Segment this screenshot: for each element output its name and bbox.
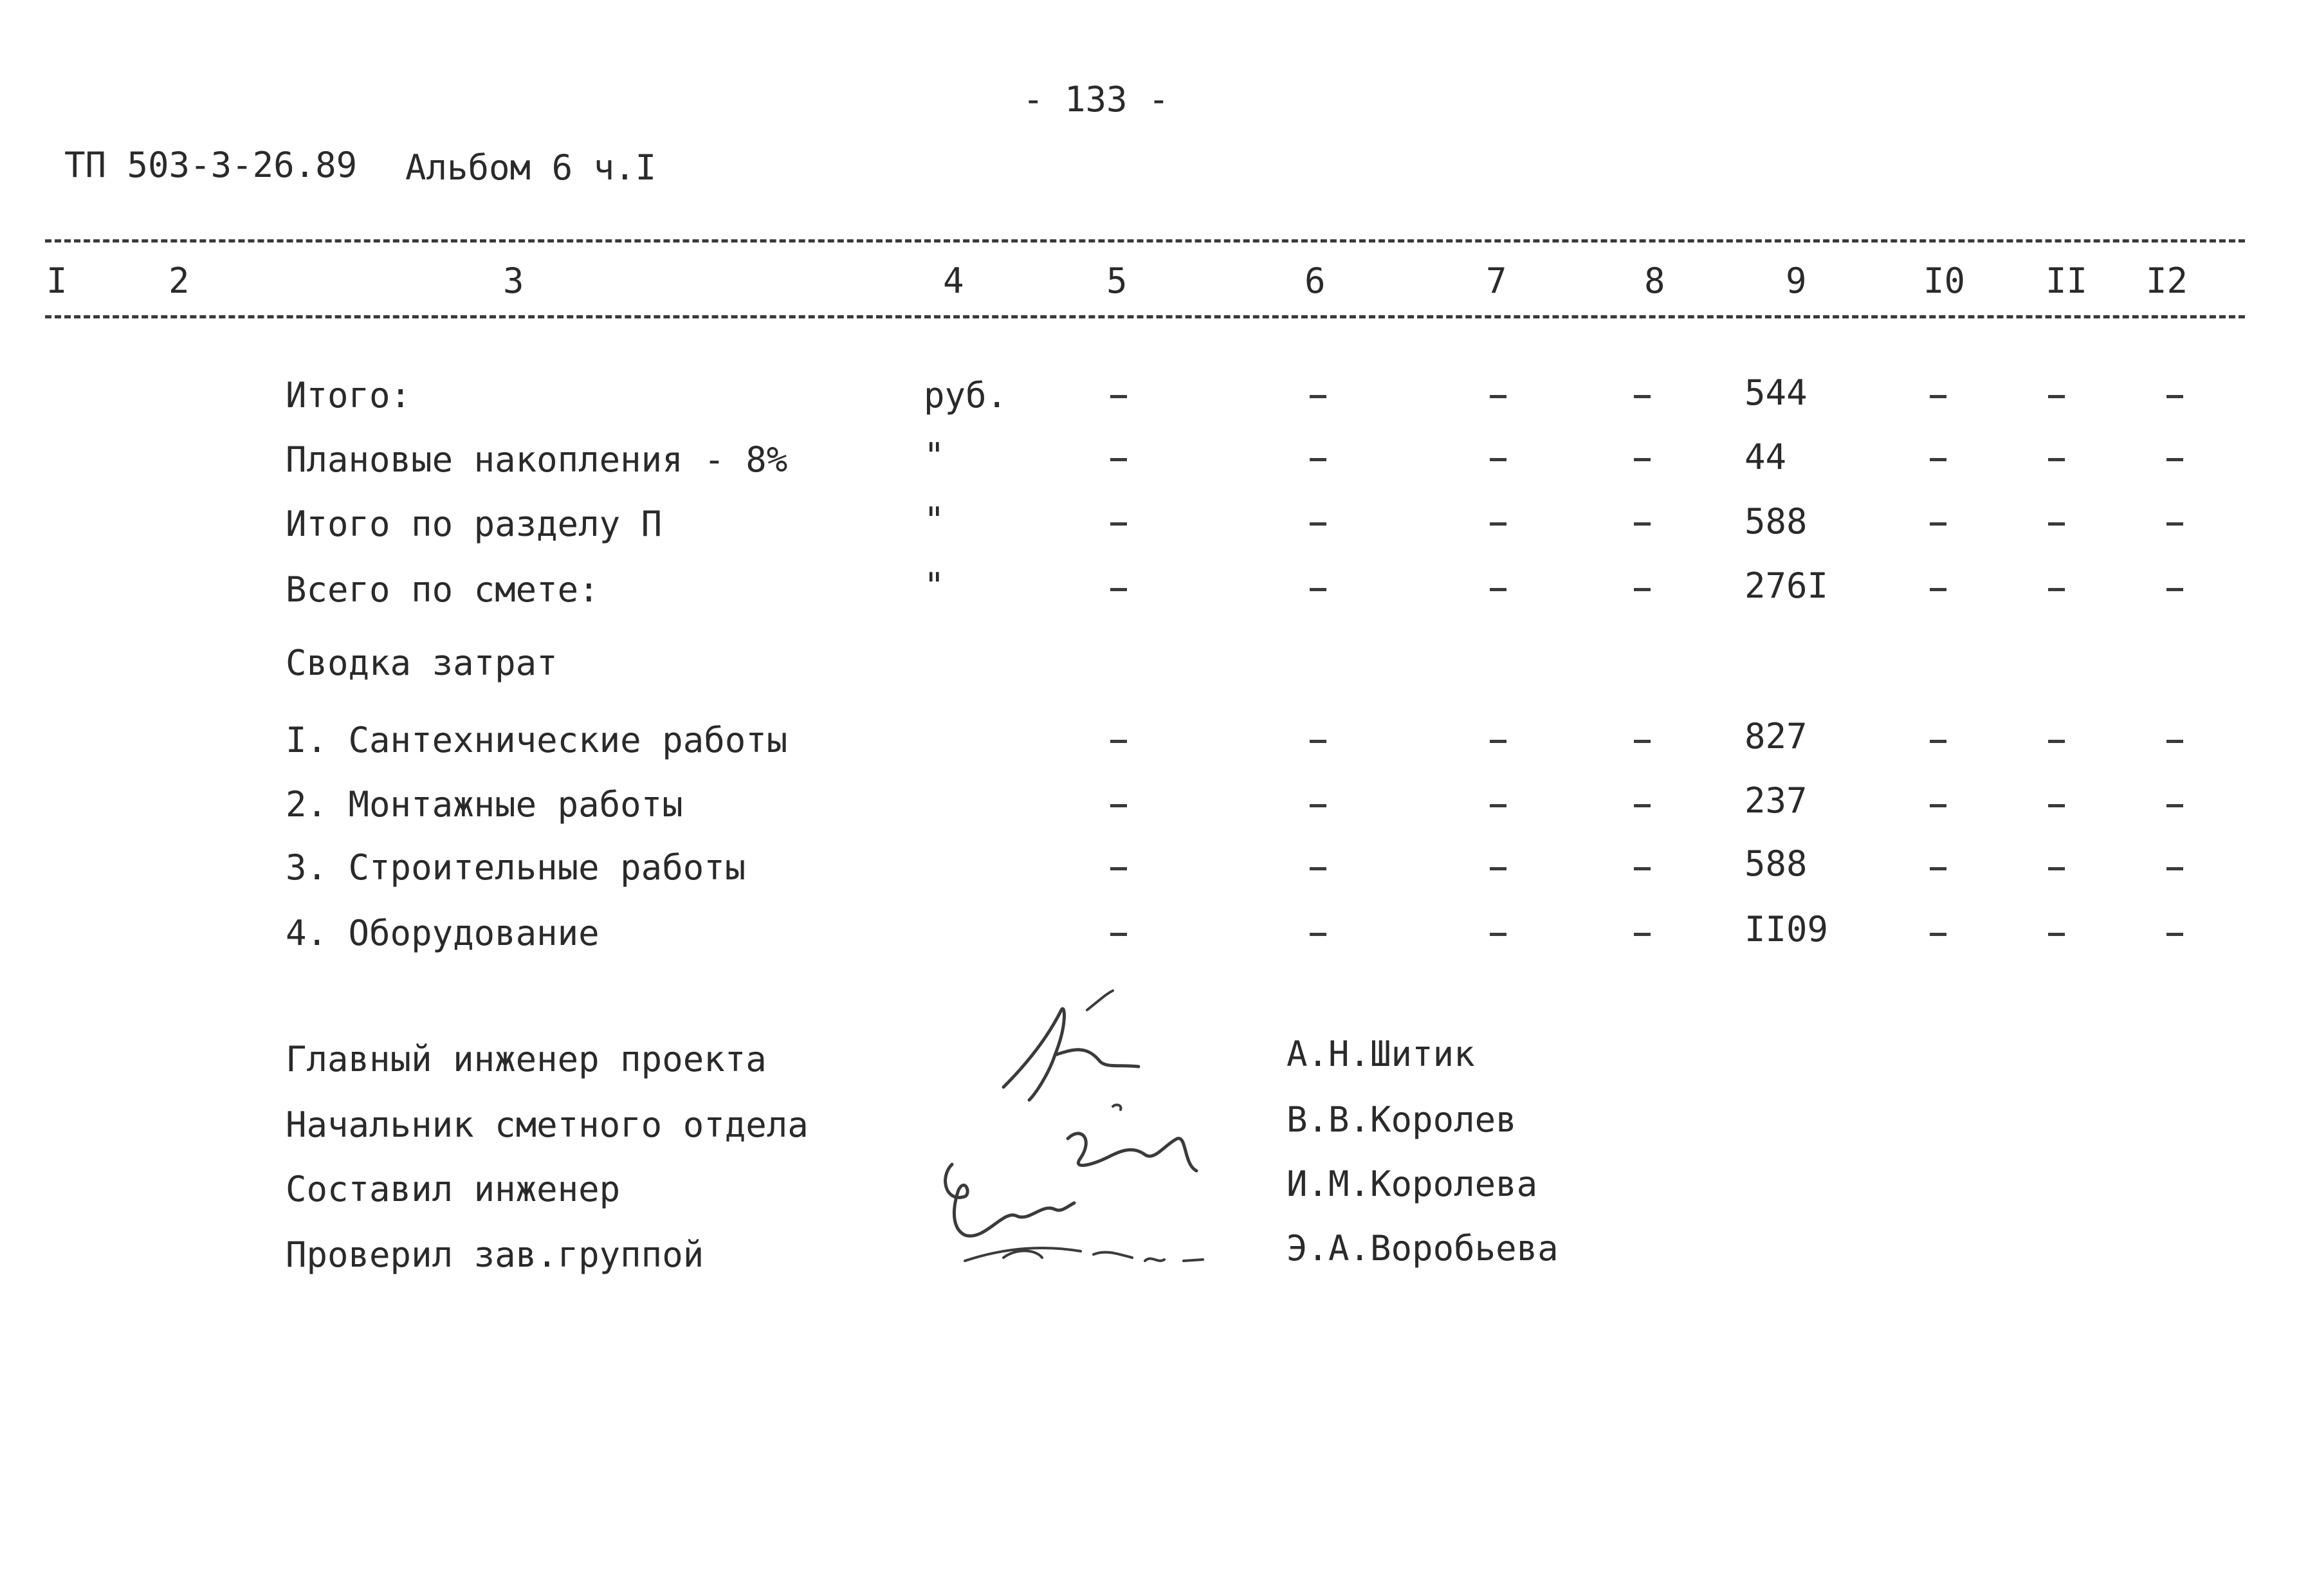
column-header-7: 7: [1486, 261, 1507, 301]
row-unit: ": [924, 436, 945, 476]
column-header-4: 4: [943, 261, 964, 301]
dash-cell-c10: [1930, 588, 1946, 591]
dash-cell-c12: [2166, 522, 2183, 526]
dash-cell-c5: [1110, 395, 1127, 398]
dash-cell-c11: [2048, 933, 2065, 936]
signature-role: Проверил зав.группой: [286, 1234, 704, 1275]
table-header-rule: [45, 315, 2245, 318]
signature-person: Э.А.Воробьева: [1287, 1228, 1559, 1269]
column-header-3: 3: [503, 261, 524, 301]
column-header-10: I0: [1923, 261, 1966, 301]
dash-cell-c10: [1930, 740, 1946, 743]
dash-cell-c5: [1110, 740, 1127, 743]
row-value-9: 588: [1745, 501, 1808, 542]
dash-cell-c5: [1110, 588, 1127, 591]
dash-cell-c8: [1634, 804, 1651, 807]
dash-cell-c5: [1110, 867, 1127, 870]
signature-person: В.В.Королев: [1287, 1099, 1517, 1140]
dash-cell-c7: [1490, 804, 1507, 807]
dash-cell-c12: [2166, 458, 2183, 461]
dash-cell-c5: [1110, 522, 1127, 526]
dash-cell-c6: [1310, 458, 1326, 461]
summary-value-9: 237: [1745, 780, 1808, 821]
signature-role: Составил инженер: [286, 1169, 621, 1209]
column-header-8: 8: [1644, 261, 1665, 301]
dash-cell-c12: [2166, 867, 2183, 870]
column-header-5: 5: [1106, 261, 1128, 301]
dash-cell-c11: [2048, 522, 2065, 526]
summary-title: Сводка затрат: [286, 643, 558, 683]
page-number: - 133 -: [1023, 79, 1169, 120]
summary-name: I. Сантехнические работы: [286, 720, 788, 760]
dash-cell-c10: [1930, 867, 1946, 870]
dash-cell-c8: [1634, 522, 1651, 526]
dash-cell-c11: [2048, 588, 2065, 591]
dash-cell-c11: [2048, 395, 2065, 398]
row-name: Плановые накопления - 8%: [286, 439, 788, 480]
dash-cell-c7: [1490, 522, 1507, 526]
dash-cell-c11: [2048, 740, 2065, 743]
signature-person: А.Н.Шитик: [1287, 1034, 1475, 1074]
dash-cell-c8: [1634, 933, 1651, 936]
summary-name: 4. Оборудование: [286, 913, 600, 953]
dash-cell-c6: [1310, 740, 1326, 743]
signature-role: Начальник сметного отдела: [286, 1105, 809, 1145]
dash-cell-c5: [1110, 804, 1127, 807]
dash-cell-c11: [2048, 458, 2065, 461]
dash-cell-c8: [1634, 458, 1651, 461]
column-header-1: I: [46, 261, 68, 301]
dash-cell-c10: [1930, 458, 1946, 461]
column-header-9: 9: [1786, 261, 1807, 301]
column-header-6: 6: [1305, 261, 1326, 301]
summary-value-9: 827: [1745, 716, 1808, 757]
dash-cell-c7: [1490, 933, 1507, 936]
row-name: Итого:: [286, 375, 412, 416]
dash-cell-c6: [1310, 588, 1326, 591]
dash-cell-c5: [1110, 458, 1127, 461]
dash-cell-c7: [1490, 588, 1507, 591]
dash-cell-c6: [1310, 522, 1326, 526]
dash-cell-c10: [1930, 933, 1946, 936]
dash-cell-c7: [1490, 395, 1507, 398]
dash-cell-c6: [1310, 933, 1326, 936]
dash-cell-c7: [1490, 458, 1507, 461]
dash-cell-c7: [1490, 867, 1507, 870]
dash-cell-c6: [1310, 867, 1326, 870]
handwritten-signature-1: [991, 984, 1158, 1113]
document-code: ТП 503-3-26.89: [64, 145, 358, 185]
column-header-12: I2: [2146, 261, 2188, 301]
summary-name: 3. Строительные работы: [286, 847, 746, 888]
row-name: Всего по смете:: [286, 569, 600, 610]
handwritten-signature-2: [926, 1100, 1222, 1293]
dash-cell-c8: [1634, 740, 1651, 743]
row-unit: руб.: [924, 375, 1008, 416]
dash-cell-c11: [2048, 867, 2065, 870]
dash-cell-c7: [1490, 740, 1507, 743]
dash-cell-c10: [1930, 804, 1946, 807]
dash-cell-c8: [1634, 588, 1651, 591]
signature-role: Главный инженер проекта: [286, 1039, 767, 1079]
summary-name: 2. Монтажные работы: [286, 784, 683, 825]
album-label: Альбом 6 ч.I: [405, 147, 657, 188]
row-unit: ": [924, 500, 945, 540]
dash-cell-c6: [1310, 395, 1326, 398]
column-header-11: II: [2046, 261, 2088, 301]
dash-cell-c10: [1930, 395, 1946, 398]
dash-cell-c12: [2166, 588, 2183, 591]
column-header-2: 2: [169, 261, 190, 301]
dash-cell-c12: [2166, 395, 2183, 398]
dash-cell-c12: [2166, 740, 2183, 743]
dash-cell-c6: [1310, 804, 1326, 807]
summary-value-9: 588: [1745, 843, 1808, 884]
dash-cell-c12: [2166, 804, 2183, 807]
signature-person: И.М.Королева: [1287, 1164, 1538, 1204]
dash-cell-c10: [1930, 522, 1946, 526]
row-name: Итого по разделу П: [286, 504, 663, 544]
table-top-rule: [45, 239, 2245, 243]
summary-value-9: II09: [1745, 909, 1829, 949]
dash-cell-c8: [1634, 395, 1651, 398]
row-unit: ": [924, 565, 945, 606]
row-value-9: 276I: [1745, 565, 1829, 606]
dash-cell-c8: [1634, 867, 1651, 870]
dash-cell-c11: [2048, 804, 2065, 807]
dash-cell-c5: [1110, 933, 1127, 936]
dash-cell-c12: [2166, 933, 2183, 936]
row-value-9: 44: [1745, 437, 1787, 477]
row-value-9: 544: [1745, 372, 1808, 413]
